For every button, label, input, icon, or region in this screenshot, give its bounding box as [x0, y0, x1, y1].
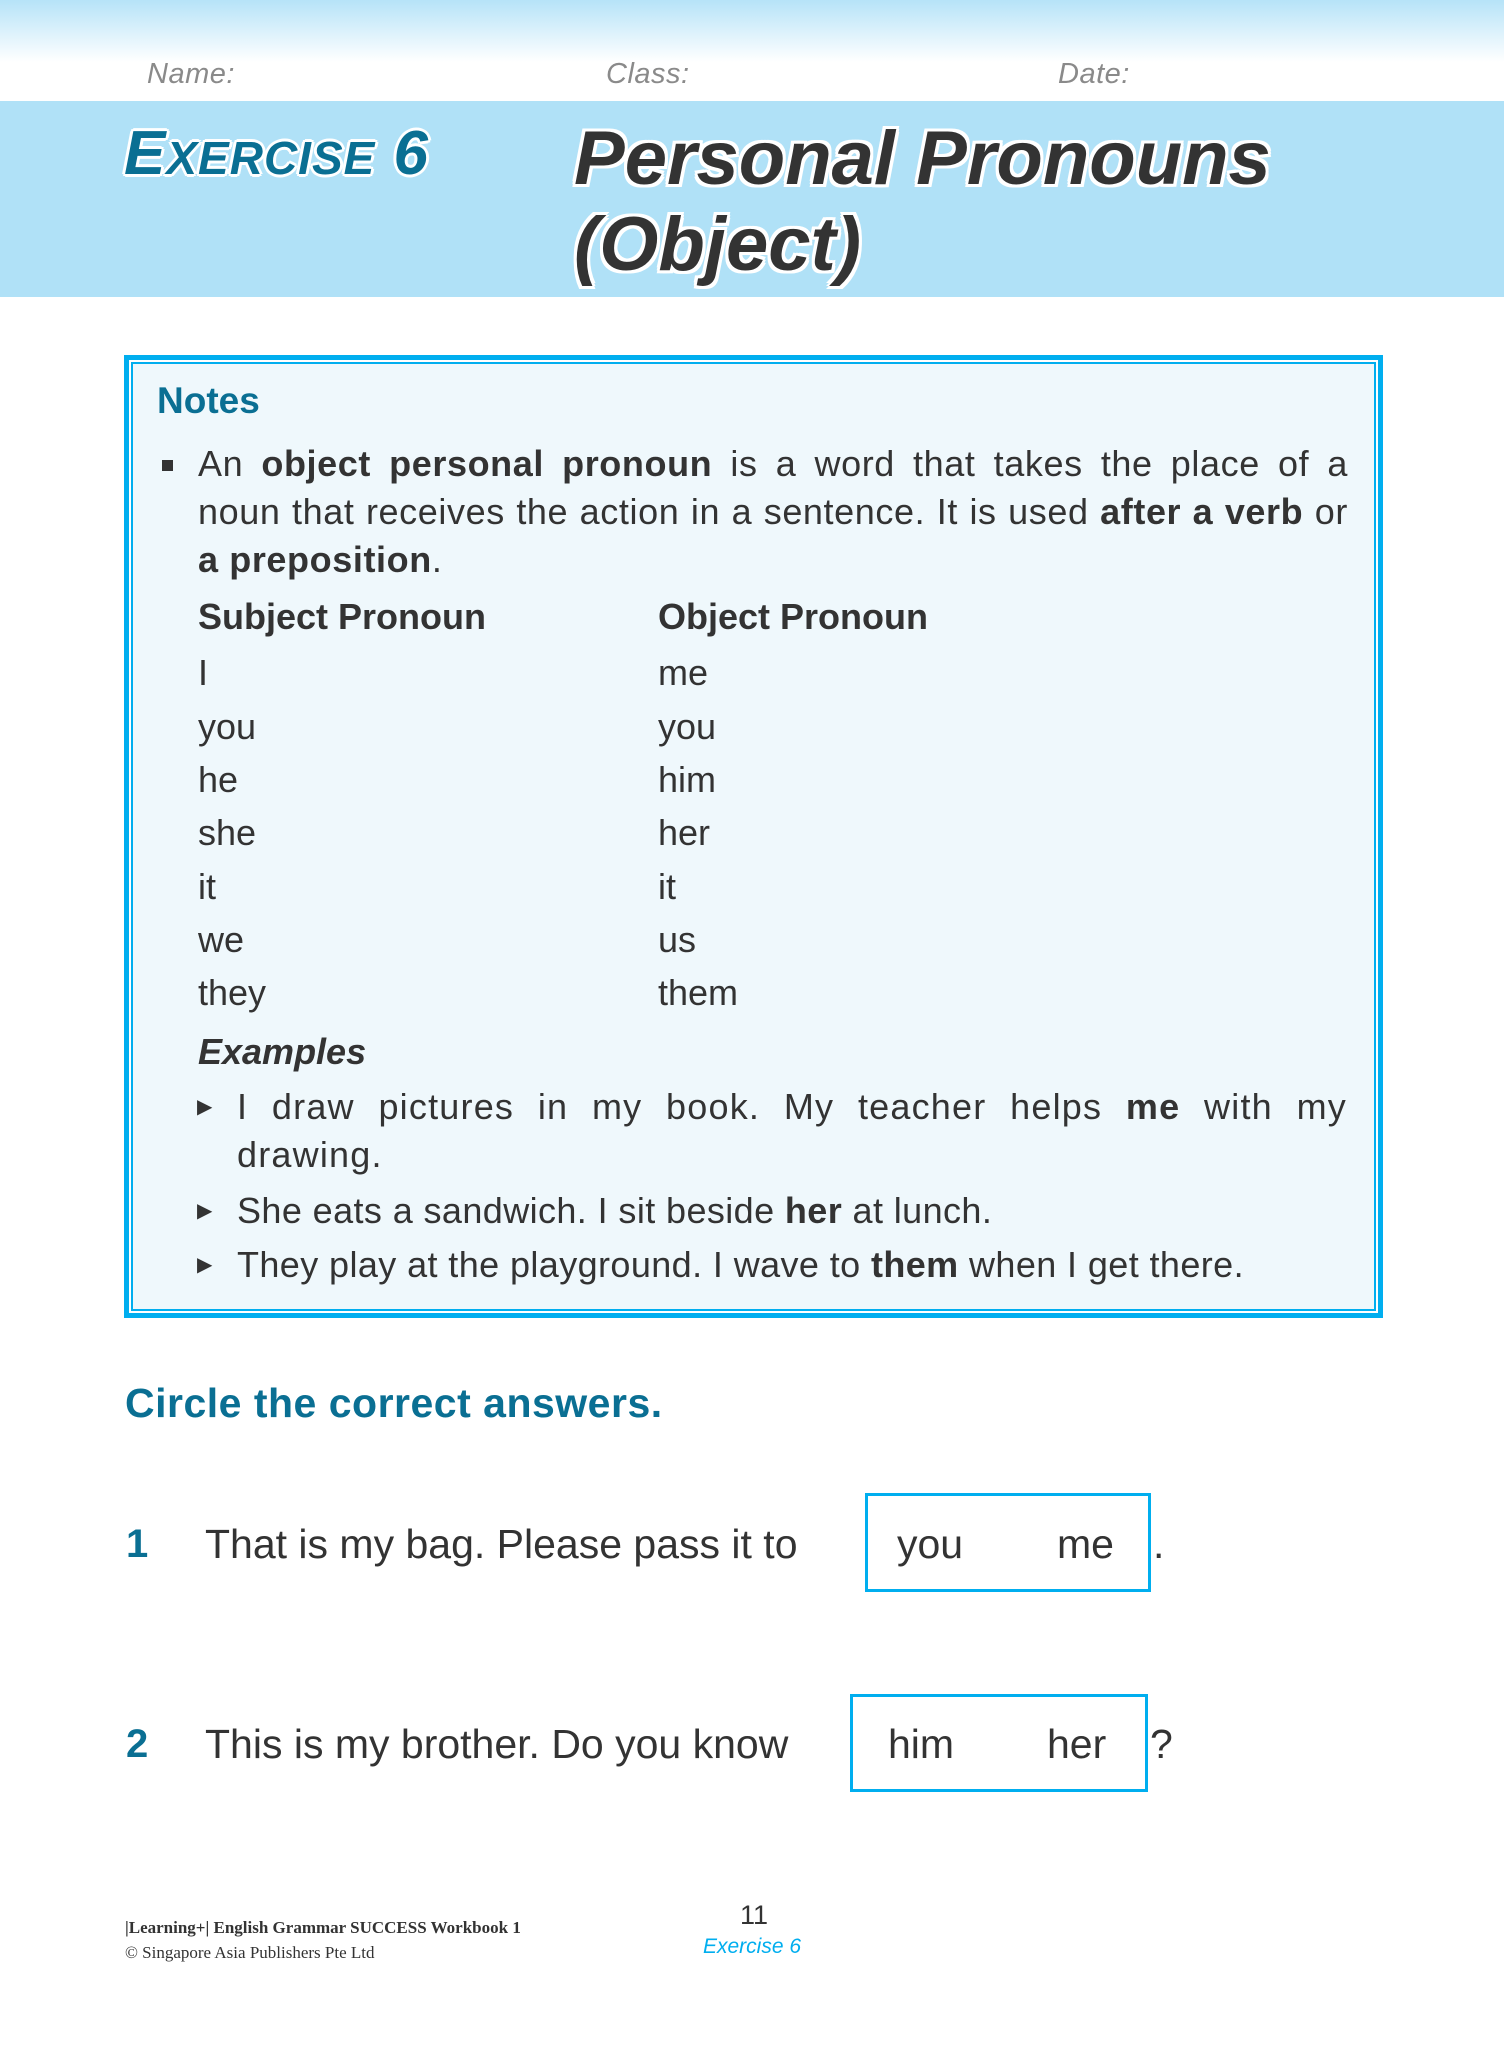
top-gradient — [0, 0, 1504, 62]
subject-pronoun-header: Subject Pronoun — [198, 596, 486, 637]
object-pronoun: us — [658, 919, 697, 960]
object-pronoun: him — [658, 759, 717, 800]
triangle-bullet-icon: ▶ — [197, 1096, 214, 1118]
object-pronoun: you — [658, 706, 717, 747]
exercise-label-initial: E — [124, 119, 167, 188]
triangle-bullet-icon: ▶ — [197, 1200, 213, 1222]
example-item: ▶ They play at the playground. I wave to them when I get there. — [237, 1241, 1244, 1289]
object-pronoun: them — [658, 972, 739, 1013]
object-pronoun: it — [658, 866, 676, 907]
question-text: This is my brother. Do you know — [205, 1721, 789, 1767]
subject-pronoun: I — [198, 652, 209, 693]
book-title: |Learning+| English Grammar SUCCESS Workbook 1 — [125, 1918, 521, 1937]
object-pronoun: her — [658, 812, 711, 853]
answer-choice-her[interactable]: her — [1047, 1721, 1107, 1767]
example-item: ▶ She eats a sandwich. I sit beside her at lunch. — [237, 1187, 992, 1235]
subject-pronoun: he — [198, 759, 239, 800]
subject-pronoun: it — [198, 866, 216, 907]
examples-title: Examples — [198, 1031, 367, 1072]
triangle-bullet-icon: ▶ — [197, 1254, 213, 1276]
answer-choice-him[interactable]: him — [888, 1721, 955, 1767]
exercise-label — [124, 118, 429, 189]
subject-pronoun: you — [198, 706, 257, 747]
name-label: Name: — [147, 58, 235, 90]
exercise-number: 6 — [393, 119, 430, 188]
object-pronoun: me — [658, 652, 709, 693]
title-line-1: Personal Pronouns — [574, 116, 1271, 201]
title-line-2: (Object) — [574, 202, 862, 287]
subject-pronoun: they — [198, 972, 267, 1013]
section-reference: Exercise 6 — [703, 1935, 802, 1958]
copyright: © Singapore Asia Publishers Pte Ltd — [125, 1943, 375, 1962]
notes-title: Notes — [157, 380, 260, 421]
object-pronoun-header: Object Pronoun — [658, 596, 928, 637]
subject-pronoun: she — [198, 812, 257, 853]
answer-choice-me[interactable]: me — [1057, 1521, 1114, 1567]
page-number: 11 — [740, 1900, 769, 1930]
answer-choice-you[interactable]: you — [897, 1521, 964, 1567]
question-number: 2 — [126, 1722, 149, 1766]
question-end-punctuation: . — [1153, 1521, 1165, 1567]
question-end-punctuation: ? — [1150, 1721, 1173, 1767]
exercise-label-rest: XERCISE — [166, 132, 376, 184]
question-text: That is my bag. Please pass it to — [205, 1521, 798, 1567]
subject-pronoun: we — [198, 919, 245, 960]
page-title — [574, 116, 1271, 288]
notes-paragraph: An object personal pronoun is a word that takes the place of a noun that receives the action in a sentence. It is used after a verb or a preposition. — [198, 443, 1348, 580]
date-label: Date: — [1058, 58, 1130, 90]
example-item: ▶ I draw pictures in my book. My teacher helps me with my drawing. — [237, 1083, 1347, 1179]
instruction-heading: Circle the correct answers. — [125, 1380, 663, 1426]
class-label: Class: — [606, 58, 690, 90]
square-bullet-icon — [162, 460, 173, 471]
question-number: 1 — [126, 1522, 149, 1566]
